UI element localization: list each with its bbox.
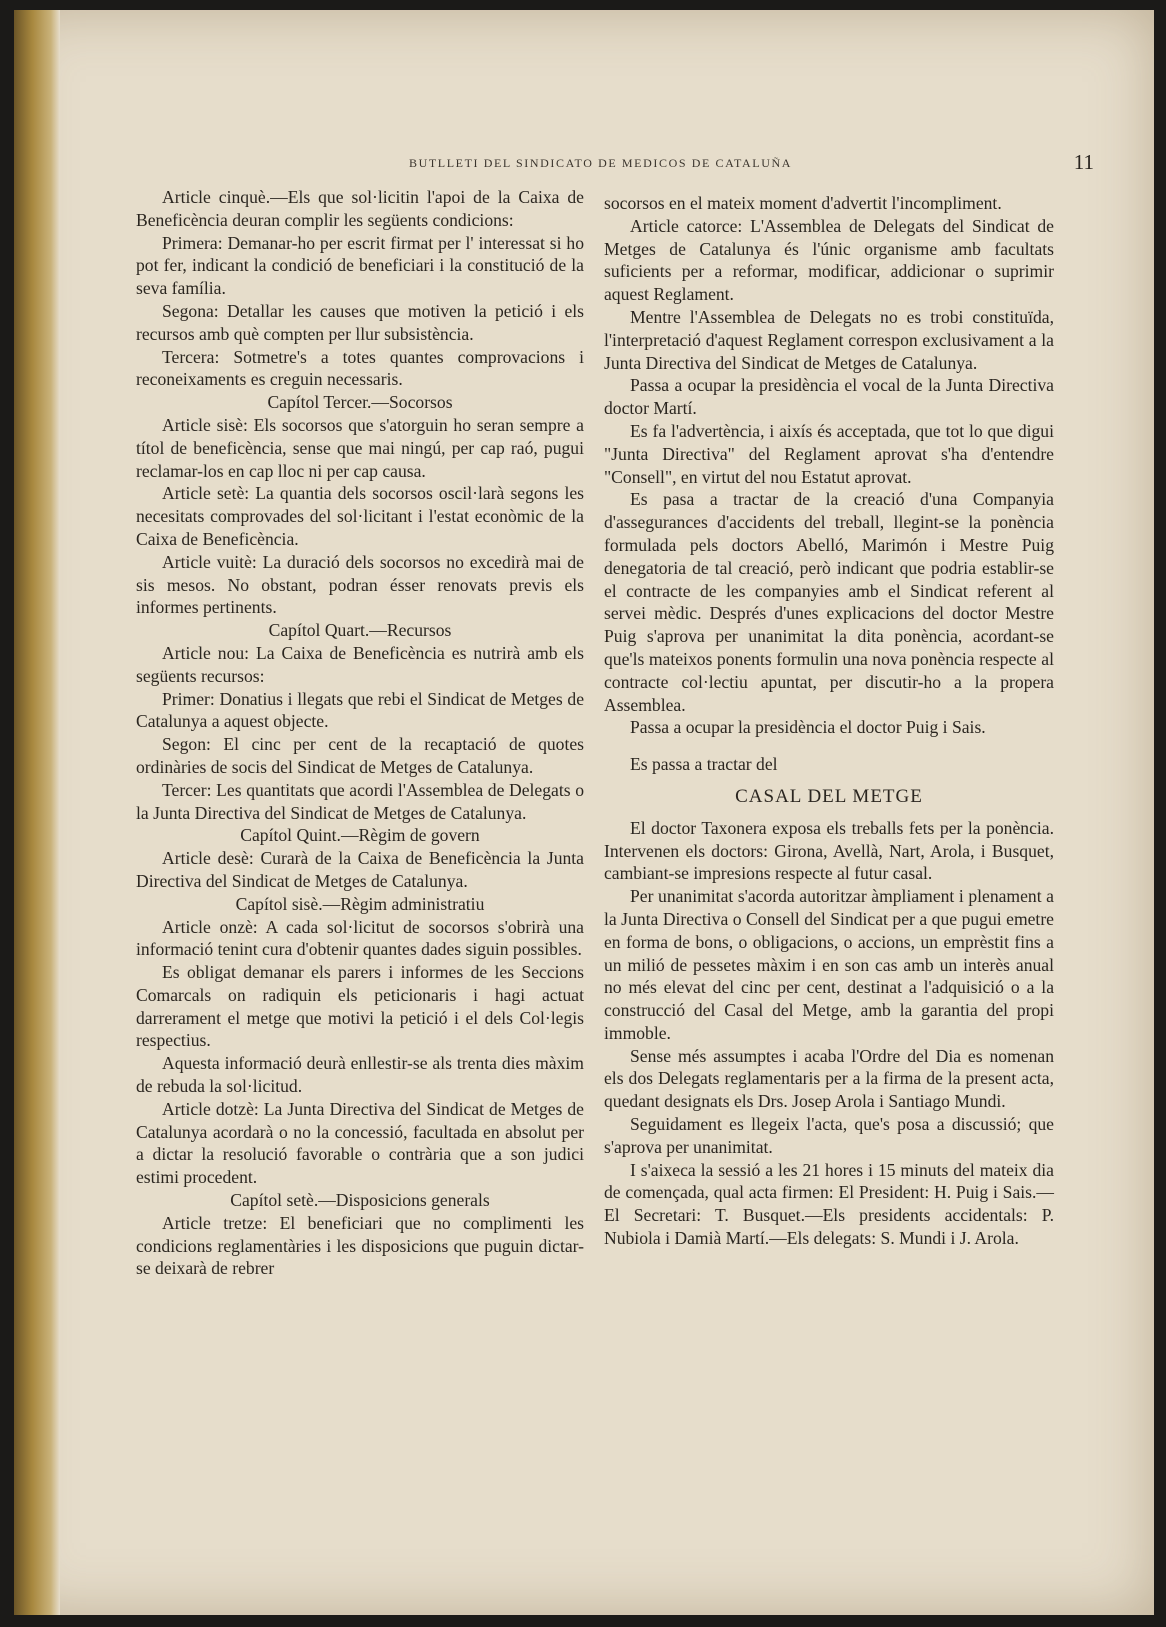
- paragraph: Mentre l'Assemblea de Delegats no es trobi constituïda, l'interpretació d'aquest Reglament correspon exclusivament a la Junta Directiva del Sindicat de Metges de Catalunya.: [604, 306, 1054, 373]
- paragraph: Article nou: La Caixa de Beneficència es nutrirà amb els següents recursos:: [136, 642, 584, 686]
- book-spine: [14, 10, 60, 1615]
- chapter-heading: Capítol Tercer.—Socorsos: [267, 392, 453, 413]
- paragraph: Es fa l'advertència, i aixís és acceptada, que tot lo que digui "Junta Directiva" del Reglament aprovat s'ha d'entendre "Consell", en virtut del nou Estatut aprovat.: [604, 420, 1054, 487]
- paragraph: Passa a ocupar la presidència el doctor Puig i Sais.: [630, 717, 986, 738]
- paragraph: El doctor Taxonera exposa els treballs fets per la ponència. Intervenen els doctors: Girona, Avellà, Nart, Arola, i Busquet, cambiant-se impresions respecte al futur casal.: [604, 817, 1054, 884]
- paragraph: Passa a ocupar la presidència el vocal de la Junta Directiva doctor Martí.: [604, 375, 1054, 419]
- chapter-heading: Capítol sisè.—Règim administratiu: [235, 893, 485, 914]
- running-title: BUTLLETI DEL SINDICATO DE MEDICOS DE CATALUÑA: [409, 156, 793, 170]
- paragraph: Aquesta informació deurà enllestir-se als trenta dies màxim de rebuda la sol·licitud.: [136, 1053, 584, 1097]
- paragraph: Article catorce: L'Assemblea de Delegats del Sindicat de Metges de Catalunya és l'únic organisme amb facultats suficients per a reformar, modificar, addicionar o suprimir aquest Reglament.: [604, 215, 1054, 305]
- chapter-heading: Capítol Quint.—Règim de govern: [240, 825, 480, 846]
- paragraph: I s'aixeca la sessió a les 21 hores i 15 minuts del mateix dia de començada, qual acta firmen: El President: H. Puig i Sais.—El Secretari: T. Busquet.—Els presidents accidentals: P. Nubiola i Damià Martí.—Els delegats: S. Mundi i J. Arola.: [604, 1159, 1054, 1249]
- right-column: [604, 192, 1054, 1250]
- chapter-heading: Capítol Quart.—Recursos: [268, 620, 452, 641]
- paragraph: socorsos en el mateix moment d'advertit l'incompliment.: [604, 193, 1002, 213]
- paragraph: Segona: Detallar les causes que motiven la petició i els recursos amb què compten per llur subsistència.: [136, 300, 584, 344]
- paragraph: Segon: El cinc per cent de la recaptació de quotes ordinàries de socis del Sindicat de Metges de Catalunya.: [136, 734, 584, 777]
- paragraph: Es obligat demanar els parers i informes de les Seccions Comarcals on radiquin els peticionaris i hagi actuat darrerament el metge que motivi la petició i el dels Col·legis respectius.: [136, 962, 584, 1051]
- paragraph: Tercer: Les quantitats que acordi l'Assemblea de Delegats o la Junta Directiva del Sindicat de Metges de Catalunya.: [136, 779, 584, 823]
- paragraph: Article vuitè: La duració dels socorsos no excedirà mai de sis mesos. No obstant, podran ésser renovats previs els informes pertinents.: [136, 551, 584, 618]
- chapter-heading: Capítol setè.—Disposicions generals: [230, 1190, 490, 1211]
- paragraph: Seguidament es llegeix l'acta, que's posa a discussió; que s'aprova per unanimitat.: [604, 1114, 1054, 1157]
- section-heading: CASAL DEL METGE: [735, 785, 923, 807]
- page-header: [134, 148, 1094, 188]
- paragraph: Article tretze: El beneficiari que no complimenti les condicions reglamentàries i les disposicions que puguin dictar-se deixarà de rebrer: [136, 1212, 584, 1279]
- paragraph: Tercera: Sotmetre's a totes quantes comprovacions i reconeixaments es creguin necessaris.: [136, 346, 584, 390]
- page: [14, 10, 1154, 1615]
- paragraph: Article desè: Curarà de la Caixa de Beneficència la Junta Directiva del Sindicat de Metges de Catalunya.: [136, 848, 584, 891]
- paragraph: Article cinquè.—Els que sol·licitin l'apoi de la Caixa de Beneficència deuran complir les següents condicions:: [136, 187, 584, 230]
- paragraph: Es pasa a tractar de la creació d'una Companyia d'assegurances d'accidents del treball, llegint-se la ponència formulada pels doctors Abelló, Marimón i Mestre Puig denegatoria de tal creació, però indicant que podria establir-se el contracte de les companyies amb el Sindicat referent al servei mèdic. Després d'unes explicacions del doctor Mestre Puig s'aprova per unanimitat la dita ponència, acordant-se que'ls mateixos ponents formulin una nova ponència respecte al contracte col·lectiu apuntat, per discutir-ho a la propera Assemblea.: [604, 489, 1054, 715]
- paragraph: Primer: Donatius i llegats que rebi el Sindicat de Metges de Catalunya a aquest objecte.: [136, 688, 584, 732]
- paragraph: Per unanimitat s'acorda autoritzar àmpliament i plenament a la Junta Directiva o Consell del Sindicat per a que pugui emetre en forma de bons, o obligacions, o accions, un emprèstit fins a un milió de pessetes màxim i en son cas amb un interès anual no més elevat del cinc per cent, destinat a l'adquisició o a la construcció del Casal del Metge, amb la garantia del propi immoble.: [604, 886, 1054, 1043]
- paragraph: Article onzè: A cada sol·licitut de socorsos s'obrirà una informació tenint cura d'obtenir quantes dades siguin possibles.: [136, 916, 584, 960]
- paragraph: Article sisè: Els socorsos que s'atorguin ho seran sempre a títol de beneficència, sense que mai ningú, per cap raó, pugui reclamar-los en cap lloc ni per cap causa.: [136, 414, 584, 481]
- page-number: 11: [1073, 150, 1094, 174]
- paragraph: Es passa a tractar del: [630, 754, 778, 775]
- left-column: [136, 186, 584, 1280]
- paragraph: Primera: Demanar-ho per escrit firmat per l' interessat si ho pot fer, indicant la condició de beneficiari i la constitució de la seva família.: [136, 232, 584, 299]
- paragraph: Sense més assumptes i acaba l'Ordre del Dia es nomenan els dos Delegats reglamentaris per a la firma de la present acta, quedant designats els Drs. Josep Arola i Santiago Mundi.: [604, 1045, 1054, 1112]
- paragraph: Article setè: La quantia dels socorsos oscil·larà segons les necesitats comprovades del sol·licitant i l'estat econòmic de la Caixa de Beneficència.: [136, 483, 584, 549]
- paragraph: Article dotzè: La Junta Directiva del Sindicat de Metges de Catalunya acordarà o no la concessió, facultada en absolut per a dictar la resolució favorable o contrària que a son judici estimi procedent.: [136, 1098, 584, 1188]
